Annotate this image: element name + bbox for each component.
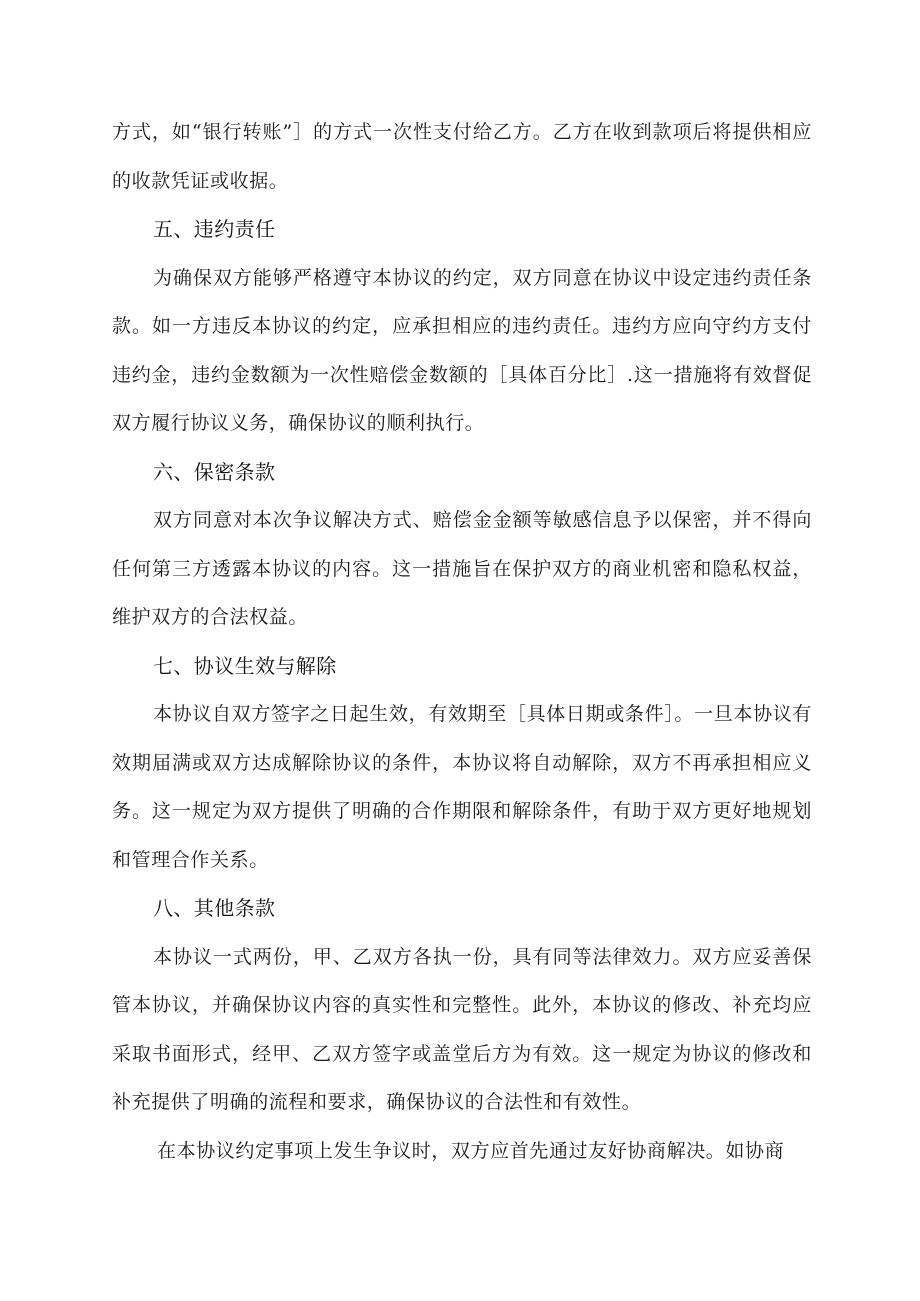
heading-confidentiality: 六、保密条款 [153,459,276,484]
paragraph-effectiveness-termination: 本协议自双方签字之日起生效，有效期至［具体日期或条件］。一旦本协议有效期届满或双方达成解除协议的条件，本协议将自动解除，双方不再承担相应义务。这一规定为双方提供了明确的合作期限和解除条件，有助于双方更好地规划和管理合作关系。 [112,703,812,871]
heading-effectiveness-termination: 七、协议生效与解除 [153,653,337,678]
paragraph-breach-liability: 为确保双方能够严格遵守本协议的约定，双方同意在协议中设定违约责任条款。如一方违反本协议的约定，应承担相应的违约责任。违约方应向守约方支付违约金，违约金数额为一次性赔偿金数额的［具体百分比］.这一措施将有效督促双方履行协议义务，确保协议的顺利执行。 [112,266,812,434]
paragraph-confidentiality: 双方同意对本次争议解决方式、赔偿金金额等敏感信息予以保密，并不得向任何第三方透露本协议的内容。这一措施旨在保护双方的商业机密和隐私权益，维护双方的合法权益。 [112,509,812,628]
heading-other-terms: 八、其他条款 [153,896,276,920]
paragraph-dispute-resolution: 在本协议约定事项上发生争议时，双方应首先通过友好协商解决。如协商 [157,1139,785,1162]
paragraph-other-terms: 本协议一式两份，甲、乙双方各执一份，具有同等法律效力。双方应妥善保管本协议，并确保协议内容的真实性和完整性。此外，本协议的修改、补充均应采取书面形式，经甲、乙双方签字或盖堂后方为有效。这一规定为协议的修改和补充提供了明确的流程和要求，确保协议的合法性和有效性。 [112,945,812,1113]
paragraph-payment-continued: 方式，如“银行转账”］的方式一次性支付给乙方。乙方在收到款项后将提供相应的收款凭证或收据。 [112,121,812,192]
document-page [112,108,812,1175]
heading-breach-liability: 五、违约责任 [153,217,276,241]
